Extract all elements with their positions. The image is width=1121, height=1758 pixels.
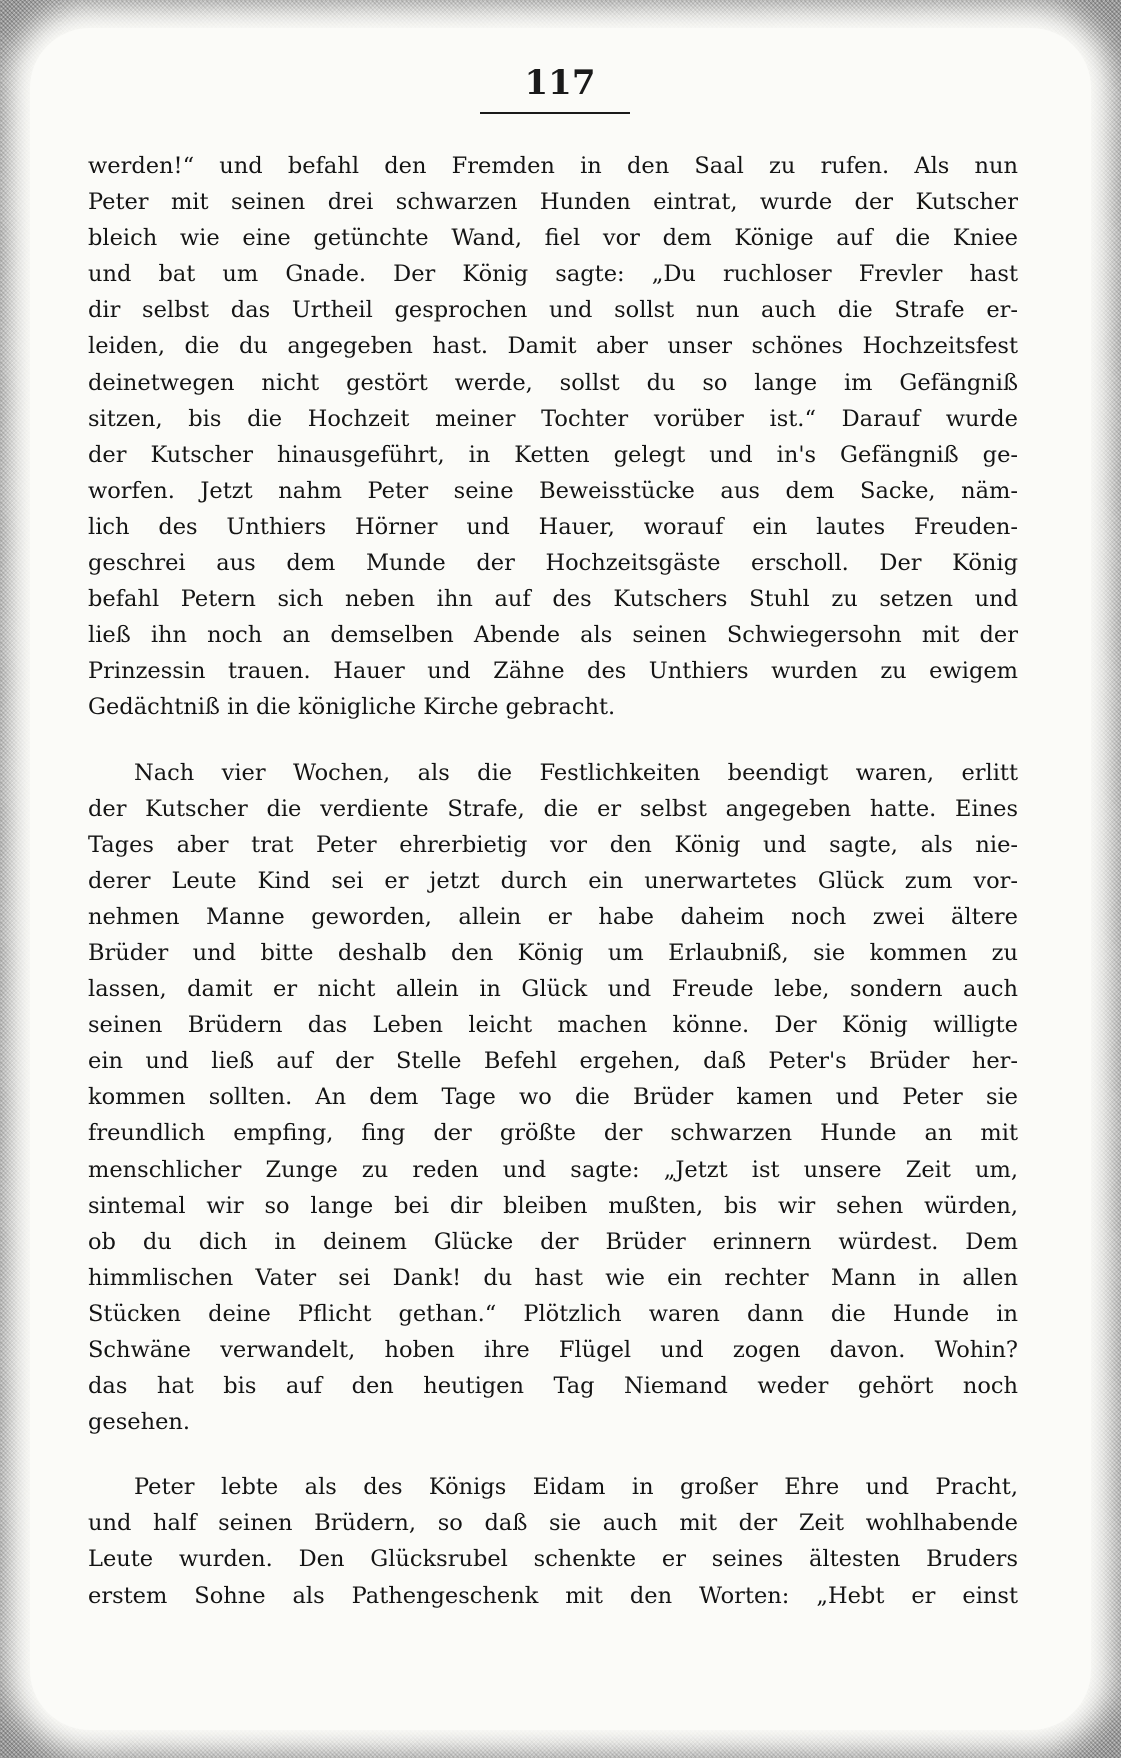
- text-line: Brüder und bitte deshalb den König um Erlaubniß, sie kommen zu: [88, 939, 1018, 966]
- text-line: lich des Unthiers Hörner und Hauer, worauf ein lautes Freuden-: [88, 513, 1018, 540]
- text-line: das hat bis auf den heutigen Tag Niemand weder gehört noch: [88, 1373, 1018, 1400]
- text-line: Nach vier Wochen, als die Festlichkeiten beendigt waren, erlitt: [134, 759, 1018, 786]
- text-line: sintemal wir so lange bei dir bleiben mußten, bis wir sehen würden,: [88, 1192, 1018, 1219]
- text-line: sitzen, bis die Hochzeit meiner Tochter vorüber ist.“ Darauf wurde: [88, 405, 1018, 432]
- paragraph-gap: [88, 726, 1018, 755]
- text-line: Leute wurden. Den Glücksrubel schenkte er seines ältesten Bruders: [88, 1546, 1018, 1573]
- text-line: ließ ihn noch an demselben Abende als seinen Schwiegersohn mit der: [88, 622, 1018, 649]
- text-line: befahl Petern sich neben ihn auf des Kutschers Stuhl zu setzen und: [88, 586, 1018, 613]
- text-line: der Kutscher die verdiente Strafe, die er selbst angegeben hatte. Eines: [88, 795, 1018, 822]
- text-line: werden!“ und befahl den Fremden in den Saal zu rufen. Als nun: [88, 153, 1018, 179]
- text-line: Schwäne verwandelt, hoben ihre Flügel und zogen davon. Wohin?: [88, 1337, 1018, 1363]
- text-line: gesehen.: [88, 1409, 191, 1436]
- text-line: nehmen Manne geworden, allein er habe daheim noch zwei ältere: [88, 903, 1018, 930]
- text-line: leiden, die du angegeben hast. Damit aber unser schönes Hochzeitsfest: [88, 333, 1018, 360]
- paragraph-3: [88, 1469, 1018, 1613]
- text-line: freundlich empfing, fing der größte der schwarzen Hunde an mit: [88, 1120, 1018, 1147]
- text-line: kommen sollten. An dem Tage wo die Brüder kamen und Peter sie: [88, 1084, 1018, 1111]
- text-line: ein und ließ auf der Stelle Befehl ergehen, daß Peter's Brüder her-: [88, 1048, 1018, 1075]
- text-line: lassen, damit er nicht allein in Glück und Freude lebe, sondern auch: [88, 976, 1018, 1003]
- text-line: himmlischen Vater sei Dank! du hast wie ein rechter Mann in allen: [88, 1264, 1018, 1291]
- text-line: Peter lebte als des Königs Eidam in großer Ehre und Pracht,: [134, 1474, 1018, 1501]
- text-line: Prinzessin trauen. Hauer und Zähne des Unthiers wurden zu ewigem: [88, 658, 1018, 685]
- page-number: 117: [524, 63, 596, 103]
- text-line: dir selbst das Urtheil gesprochen und sollst nun auch die Strafe er-: [88, 297, 1018, 324]
- text-line: und bat um Gnade. Der König sagte: „Du ruchloser Frevler hast: [88, 261, 1018, 288]
- page-number-rule: [480, 112, 630, 114]
- text-line: geschrei aus dem Munde der Hochzeitsgäste erscholl. Der König: [88, 550, 1018, 577]
- body-text: [88, 148, 1018, 1614]
- text-line: bleich wie eine getünchte Wand, fiel vor dem Könige auf die Kniee: [88, 225, 1018, 252]
- text-line: seinen Brüdern das Leben leicht machen könne. Der König willigte: [88, 1012, 1018, 1039]
- paragraph-1: [88, 148, 1018, 726]
- text-line: menschlicher Zunge zu reden und sagte: „Jetzt ist unsere Zeit um,: [88, 1156, 1018, 1183]
- text-line: worfen. Jetzt nahm Peter seine Beweisstücke aus dem Sacke, näm-: [88, 477, 1018, 504]
- text-line: deinetwegen nicht gestört werde, sollst du so lange im Gefängniß: [88, 369, 1018, 396]
- text-line: der Kutscher hinausgeführt, in Ketten gelegt und in's Gefängniß ge-: [88, 441, 1018, 468]
- text-line: Gedächtniß in die königliche Kirche gebracht.: [88, 694, 616, 721]
- text-line: Tages aber trat Peter ehrerbietig vor den König und sagte, als nie-: [88, 831, 1018, 858]
- text-line: Peter mit seinen drei schwarzen Hunden eintrat, wurde der Kutscher: [88, 189, 1018, 216]
- paragraph-gap: [88, 1440, 1018, 1469]
- text-line: derer Leute Kind sei er jetzt durch ein unerwartetes Glück zum vor-: [88, 867, 1018, 894]
- text-line: erstem Sohne als Pathengeschenk mit den Worten: „Hebt er einst: [88, 1582, 1018, 1609]
- text-line: ob du dich in deinem Glücke der Brüder erinnern würdest. Dem: [88, 1228, 1018, 1255]
- text-line: und half seinen Brüdern, so daß sie auch mit der Zeit wohlhabende: [88, 1510, 1018, 1537]
- paragraph-2: [88, 755, 1018, 1441]
- text-line: Stücken deine Pflicht gethan.“ Plötzlich waren dann die Hunde in: [88, 1300, 1018, 1327]
